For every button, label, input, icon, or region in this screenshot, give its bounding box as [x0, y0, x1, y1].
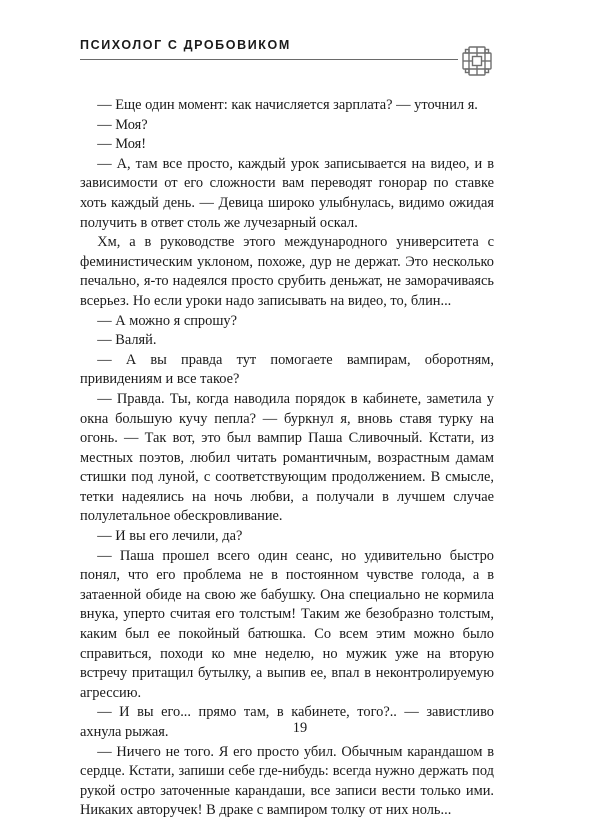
paragraph-4: — А, там все просто, каждый урок записывается на видео, и в зависимости от его сложности вам переводят гонорар по ставке хоть каждый день. — Девица широко улыбнулась, видимо ожидая получить в ответ столь же лучезарный оскал.	[80, 155, 494, 231]
paragraph-5: Хм, а в руководстве этого международного университета с феминистическим уклоном, похоже, дур не держат. Это несколько печально, я-то надеялся просто срубить деньжат, не заморачиваясь всерьез. Но если уроки надо записывать на видео, то, блин...	[80, 234, 494, 309]
paragraph-8: — А вы правда тут помогаете вампирам, оборотням, привидениям и все такое?	[80, 351, 494, 388]
paragraph-6: — А можно я спрошу?	[97, 312, 237, 329]
paragraph-7: — Валяй.	[97, 332, 157, 349]
paragraph-9: — Правда. Ты, когда наводила порядок в кабинете, заметила у окна большую кучу пепла? — буркнул я, вновь ставя турку на огонь. — Так вот, это был вампир Паша Сливочный. Кстати, из местных поэтов, любил читать романтичным, возрастным дамам стишки под луной, с соответствующим продолжением. В смысле, тетки надеялись на ночь любви, а получали в лучшем случае полулетальное обескровливание.	[80, 390, 494, 525]
body-text	[80, 96, 494, 821]
paragraph-10: — И вы его лечили, да?	[97, 528, 243, 545]
paragraph-12: — И вы его... прямо там, в кабинете, того?.. — завистливо ахнула рыжая.	[80, 704, 494, 740]
paragraph-2: — Моя?	[97, 116, 148, 133]
page-number: 19	[292, 720, 308, 736]
paragraph-11: — Паша прошел всего один сеанс, но удивительно быстро понял, что его проблема не в постоянном чувстве голода, а в затаенной обиде на свою же бабушку. Она специально не кормила внука, уперто считая его толстым! Таким же безобразно толстым, каким был ее покойный батюшка. Со всем этим можно было справиться, походи ко мне неделю, но мужик уже на вторую встречу притащил бутылку, а выпив ее, впал в неконтролируемую агрессию.	[80, 547, 494, 701]
paragraph-13: — Ничего не того. Я его просто убил. Обычным карандашом в сердце. Кстати, запиши себе где-нибудь: всегда нужно держать под рукой остро заточенные карандаши, все записи вести только ими. Никаких авторучек! В драке с вампиром толку от них ноль...	[80, 743, 494, 819]
header-rule	[80, 59, 458, 60]
paragraph-1: — Еще один момент: как начисляется зарплата? — уточнил я.	[97, 97, 478, 113]
running-head-title: ПСИХОЛОГ С ДРОБОВИКОМ	[80, 38, 291, 52]
celtic-knot-ornament-icon	[460, 44, 494, 78]
paragraph-3: — Моя!	[97, 136, 147, 153]
